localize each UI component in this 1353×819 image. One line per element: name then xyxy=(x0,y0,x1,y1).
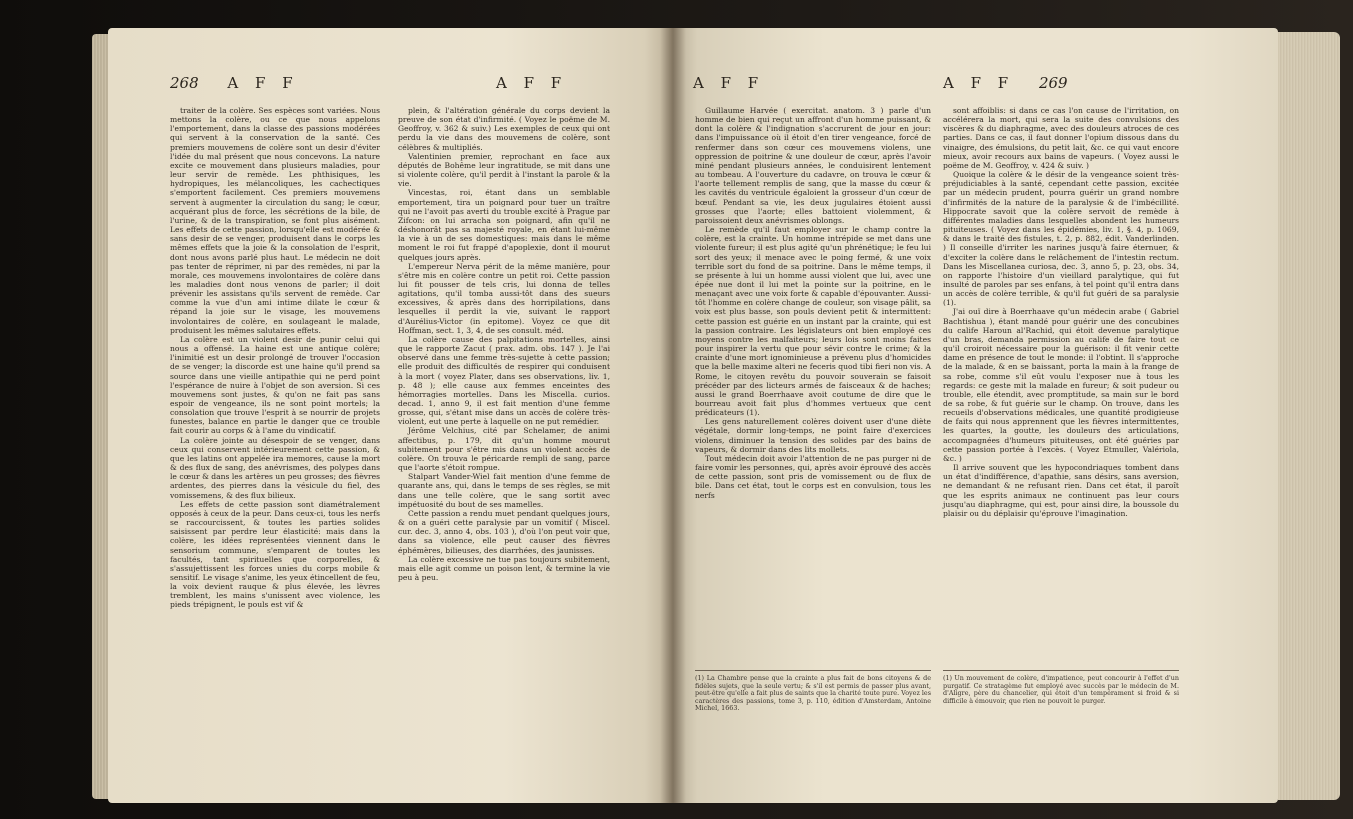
paragraph: Cette passion a rendu muet pendant quelques jours, & on a guéri cette paralysie par un vomitif ( Miscel. cur. dec. 3, anno 4, obs. 103 ), d'où l'on peut voir que, dans sa violence, elle peut causer des fièvres éphémères, bilieuses, des diarrhées, des jaunisses. xyxy=(398,508,610,555)
book-edge-left xyxy=(92,34,108,799)
paragraph: L'empereur Nerva périt de la même manière, pour s'être mis en colère contre un petit roi. Cette passion lui fit pousser de tels cris, lui donna de telles agitations, qu'il tomba aussi-tôt dans des sueurs excessives, & après dans des horripilations, dans lesquelles il perdit la vie, suivant le rapport d'Aurélius-Victor (in epitome). Voyez ce que dit Hoffman, sect. 1, 3, 4, de ses consult. méd. xyxy=(398,261,610,335)
right-page-column-2 xyxy=(943,106,1179,518)
book-edge-right xyxy=(1278,32,1340,800)
left-page xyxy=(108,28,673,803)
paragraph: La colère excessive ne tue pas toujours subitement, mais elle agit comme un poison lent, & termine la vie peu à peu. xyxy=(398,554,610,582)
paragraph: Jérôme Velchius, cité par Schelamer, de animi affectibus, p. 179, dit qu'un homme mourut subitement pour s'être mis dans un violent accès de colère. On trouva le péricarde rempli de sang, parce que l'aorte s'étoit rompue. xyxy=(398,426,610,473)
left-page-number: 268 xyxy=(170,74,199,92)
right-page-column-1 xyxy=(695,106,931,500)
paragraph: Guillaume Harvée ( exercitat. anatom. 3 ) parle d'un homme de bien qui reçut un affront d'un homme puissant, & dont la colère & l'indignation s'accrurent de jour en jour: dans l'impuissance où il étoit d'en tirer vengeance, forcé de renfermer dans son cœur ces mouvemens violens, une oppression de poitrine & une douleur de cœur, après l'avoir miné pendant plusieurs années, le conduisirent lentement au tombeau. A l'ouverture du cadavre, on trouva le cœur & l'aorte tellement remplis de sang, que la masse du cœur & les cavités du ventricule égaloient la grosseur d'un cœur de bœuf. Pendant sa vie, les deux jugulaires étoient aussi grosses que l'aorte; elles battoient violemment, & paroissoient deux anévrismes oblongs. xyxy=(695,106,931,225)
book-gutter xyxy=(660,28,686,803)
left-page-column-2 xyxy=(398,106,610,582)
paragraph: traiter de la colère. Ses espèces sont variées. Nous mettons la colère, ou ce que nous appelons l'emportement, dans la classe des passions modérées qui servent à la conservation de la santé. Ces premiers mouvemens de colère sont un desir d'éviter l'idée du mal présent que nous concevons. La nature excite ce mouvement dans plusieurs maladies, pour leur servir de remède. Les phthisiques, les hydropiques, les mélancoliques, les cachectiques s'emportent facilement. Ces premiers mouvemens servent à augmenter la circulation du sang; le cœur, acquérant plus de force, les sécrétions de la bile, de l'urine, & de la transpiration, se font plus aisément. Les effets de cette passion, lorsqu'elle est modérée & sans desir de se venger, produisent dans le corps les mêmes effets que la joie & la consolation de l'esprit, dont nous avons parlé plus haut. Le médecin ne doit pas tenter de réprimer, ni par des remèdes, ni par la morale, ces mouvemens involontaires de colère dans les maladies dont nous venons de parler; il doit prévenir les assistans qu'ils servent de remède. Car comme la vue d'un ami intime dilate le cœur & répand la joie sur le visage, les mouvemens involontaires de colère, en soulageant le malade, produisent les mêmes salutaires effets. xyxy=(170,106,380,335)
paragraph: Valentinien premier, reprochant en face aux députés de Bohême leur ingratitude, se mit dans une si violente colère, qu'il perdit à l'instant la parole & la vie. xyxy=(398,151,610,189)
footnote-right: (1) Un mouvement de colère, d'impatience, peut concourir à l'effet d'un purgatif. Ce stratagème fut employé avec succès par le médecin de M. d'Aligre, père du chancelier, qui étoit d'un tempérament si froid & si difficile à émouvoir, que rien ne pouvoit le purger. xyxy=(943,670,1179,705)
right-header-word-2: A F F xyxy=(943,74,1015,92)
paragraph: La colère est un violent desir de punir celui qui nous a offensé. La haine est une antique colère; l'inimitié est un desir prolongé de trouver l'occasion de se venger; la discorde est une haine qu'il prend sa source dans une vieille antipathie qui ne perd point l'espérance de nuire à l'objet de son aversion. Si ces mouvemens sont justes, & qu'on ne fait pas sans espoir de vengeance, ils ne sont point mortels; la consolation que trouve l'esprit à se nourrir de projets funestes, balance en partie le danger que ce trouble fait courir au corps & à l'ame du vindicatif. xyxy=(170,334,380,436)
paragraph: Stalpart Vander-Wiel fait mention d'une femme de quarante ans, qui, dans le temps de ses règles, se mit dans une telle colère, que le sang sortit avec impétuosité du bout de ses mamelles. xyxy=(398,472,610,509)
paragraph: Quoique la colère & le désir de la vengeance soient très-préjudiciables à la santé, cependant cette passion, excitée par un médecin prudent, pourra guérir un grand nombre d'infirmités de la nature de la paralysie & de l'imbécillité. Hippocrate savoit que la colère servoit de remède à différentes maladies dans lesquelles abondent les humeurs pituiteuses. ( Voyez dans les épidémies, liv. 1, §. 4, p. 1069, & dans le traité des fistules, t. 2, p. 882, édit. Vanderlinden. ) Il conseille d'irriter les narines jusqu'à faire éternuer, & d'exciter la colère dans le relâchement de l'intestin rectum. Dans les Miscellanea curiosa, dec. 3, anno 5, p. 23, obs. 34, on rapporte l'histoire d'un vieillard paralytique, qui fut insulté de paroles par ses enfans, à tel point qu'il entra dans un accès de colère terrible, & qu'il fut guéri de sa paralysie (1). xyxy=(943,170,1179,308)
left-header-word-2: A F F xyxy=(496,74,568,92)
paragraph: Tout médecin doit avoir l'attention de ne pas purger ni de faire vomir les personnes, qui, après avoir éprouvé des accès de cette passion, sont pris de vomissement ou de flux de bile. Dans cet état, tout le corps est en convulsion, tous les nerfs xyxy=(695,453,931,500)
footnote-left: (1) La Chambre pense que la crainte a plus fait de bons citoyens & de fidèles sujets, que la seule vertu; & s'il est permis de passer plus avant, peut-être qu'elle a fait plus de saints que la charité toute pure. Voyez les caractères des passions, tome 3, p. 110, édition d'Amsterdam, Antoine Michel, 1663. xyxy=(695,670,931,713)
paragraph: Le remède qu'il faut employer sur le champ contre la colère, est la crainte. Un homme intrépide se met dans une violente fureur; il est plus agité qu'un phrénétique; le feu lui sort des yeux; il menace avec le poing fermé, & une voix terrible sort du fond de sa poitrine. Dans le même temps, il se présente à lui un homme aussi violent que lui, avec une épée nue dont il lui met la pointe sur la poitrine, en le menaçant avec une voix forte & capable d'épouvanter. Aussi-tôt l'homme en colère change de couleur, son visage pâlit, sa voix est plus basse, son pouls devient petit & intermittent: cette passion est guérie en un instant par la crainte, qui est la passion contraire. Les législateurs ont bien employé ces moyens contre les malfaiteurs; leurs lois sont moins faites pour inspirer la vertu que pour sévir contre le crime; & la crainte d'une mort ignominieuse a prévenu plus d'homicides que la belle maxime alteri ne feceris quod tibi fieri non vis. A Rome, le citoyen revêtu du pouvoir souverain se faisoit précéder par des licteurs armés de faisceaux & de haches; aussi le grand Boerrhaave avoit coutume de dire que le bourreau avoit fait plus d'hommes vertueux que cent prédicateurs (1). xyxy=(695,225,931,418)
paragraph: La colère cause des palpitations mortelles, ainsi que le rapporte Zacut ( prax. adm. obs. 147 ). Je l'ai observé dans une femme très-sujette à cette passion; elle produit des difficultés de respirer qui conduisent à la mort ( voyez Plater, dans ses observations, liv. 1, p. 48 ); elle cause aux femmes enceintes des hémorragies mortelles. Dans les Miscella. curios. decad. 1, anno 9, il est fait mention d'une femme grosse, qui, s'étant mise dans un accès de colère très-violent, eut une perte à laquelle on ne put remédier. xyxy=(398,334,610,427)
paragraph: Vincestas, roi, étant dans un semblable emportement, tira un poignard pour tuer un traître qui ne l'avoit pas averti du trouble excité à Prague par Zifcon: on lui arracha son poignard, afin qu'il ne déshonorât pas sa majesté royale, en étant lui-même la vie à un de ses domestiques: mais dans le même moment le roi fut frappé d'apoplexie, dont il mourut quelques jours après. xyxy=(398,188,610,262)
paragraph: plein, & l'altération générale du corps devient la preuve de son état d'infirmité. ( Voyez le poëme de M. Geoffroy, v. 362 & suiv.) Les exemples de ceux qui ont perdu la vie dans des mouvemens de colère, sont célèbres & multipliés. xyxy=(398,106,610,152)
paragraph: sont affoiblis: si dans ce cas l'on cause de l'irritation, on accélérera la mort, qui sera la suite des convulsions des viscères & du diaphragme, avec des douleurs atroces de ces parties. Dans ce cas, il faut donner l'opium dissous dans du vinaigre, des émulsions, du petit lait, &c. ce qui vaut encore mieux, avoir recours aux bains de vapeurs. ( Voyez aussi le poëme de M. Geoffroy, v. 424 & suiv. ) xyxy=(943,106,1179,170)
left-page-column-1 xyxy=(170,106,380,610)
paragraph: Les effets de cette passion sont diamétralement opposés à ceux de la peur. Dans ceux-ci, tous les nerfs se raccourcissent, & toutes les parties solides saisissent par perdre leur élasticité: mais dans la colère, les idées représentées viennent dans le sensorium commune, s'emparent de toutes les facultés, tant spirituelles que corporelles, & s'assujettissent les forces unies du corps mobile & sensitif. Le visage s'anime, les yeux étincellent de feu, la voix devient rauque & plus élevée, les lèvres tremblent, les mains s'unissent avec violence, les pieds trépignent, le pouls est vif & xyxy=(170,499,380,610)
left-page-header xyxy=(170,74,299,92)
right-header-word-1: A F F xyxy=(693,74,765,92)
right-page-number: 269 xyxy=(1038,74,1068,92)
right-page xyxy=(673,28,1278,803)
right-page-header xyxy=(943,74,1068,92)
paragraph: La colère jointe au désespoir de se venger, dans ceux qui conservent intérieurement cette passion, & que les latins ont appelée ira memores, cause la mort & des flux de sang, des anévrismes, des polypes dans le cœur & dans les artères un peu grosses; des fièvres ardentes, des pierres dans la vésicule du fiel, des vomissemens, & des flux bilieux. xyxy=(170,435,380,500)
paragraph: Les gens naturellement colères doivent user d'une diète végétale, dormir long-temps, ne point faire d'exercices violens, diminuer la tension des solides par des bains de vapeurs, & dormir dans des lits mollets. xyxy=(695,417,931,454)
left-header-word-1: A F F xyxy=(227,74,299,92)
paragraph: Il arrive souvent que les hypocondriaques tombent dans un état d'indifférence, d'apathie, sans désirs, sans aversion, ne demandant & ne refusant rien. Dans cet état, il paroît que les esprits animaux ne continuent pas leur cours jusqu'au diaphragme, qui est, pour ainsi dire, la boussole du plaisir ou du déplaisir qu'éprouve l'imagination. xyxy=(943,463,1179,518)
paragraph: J'ai ouï dire à Boerrhaave qu'un médecin arabe ( Gabriel Bachtishua ), étant mandé pour guérir une des concubines du calife Haroun al'Rachid, qui étoit devenue paralytique d'un bras, demanda permission au calife de faire tout ce qu'il croiroit nécessaire pour la guérison: il fit venir cette dame en présence de tout le monde: il l'obtint. Il s'approche de la malade, & en se baissant, porta la main à la frange de sa robe, comme s'il eût voulu l'exposer nue à tous les regards: ce geste mit la malade en fureur; & soit pudeur ou trouble, elle étendit, avec promptitude, sa main sur le bord de sa robe, & fut guérie sur le champ. On trouve, dans les recueils d'observations médicales, une quantité prodigieuse de faits qui nous apprennent que les fièvres intermittentes, les quartes, la goutte, les douleurs des articulations, accompagnées d'humeurs pituiteuses, ont été guéries par cette passion portée à l'excès. ( Voyez Etmuller, Valériola, &c. ) xyxy=(943,307,1179,463)
